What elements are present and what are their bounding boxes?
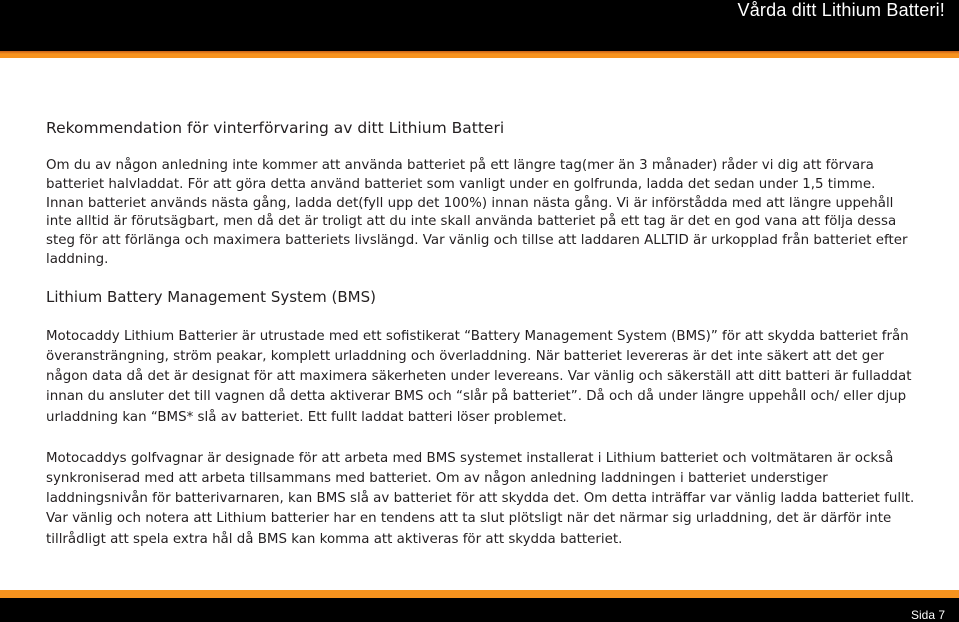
paragraph-bms-intro: Motocaddy Lithium Batterier är utrustade med ett sofistikerat “Battery Management System (BMS)” för att skydda batteriet från överansträngning, ström peakar, komplett urladdning och överladdning. När batteriet levereras är det inte säkert att det ger någon data då det är designat för att maximera säkerheten under levereans. Var vänlig och säkerställ att ditt batteri är fulladdat innan du ansluter det till vagnen då detta aktiverar BMS och “slår på batteriet”. Då och då under längre uppehåll och/ eller djup urladdning kan “BMS* slå av batteriet. Ett fullt laddat batteri löser problemet.: [46, 328, 912, 425]
section-heading-bms: Lithium Battery Management System (BMS): [46, 287, 376, 306]
footer-bar: [0, 598, 959, 622]
header-bar: [0, 0, 959, 51]
document-content: [46, 118, 916, 571]
section-heading-winter-storage: Rekommendation för vinterförvaring av ditt Lithium Batteri: [46, 119, 505, 137]
footer-accent-stripe: [0, 590, 959, 598]
page-header-title: Vårda ditt Lithium Batteri!: [737, 0, 945, 20]
paragraph-winter-storage: Om du av någon anledning inte kommer att använda batteriet på ett längre tag(mer än 3 månader) råder vi dig att förvara batteriet halvladdat. För att göra detta använd batteriet som vanligt under en golfrunda, ladda det sedan under 1,5 timme. Innan batteriet används nästa gång, ladda det(fyll upp det 100%) innan nästa gång. Vi är införstådda med att längre uppehåll inte alltid är förutsägbart, men då det är troligt att du inte skall använda batteriet på ett tag är det en god vana att följa dessa steg för att förlänga och maximera batteriets livslängd. Var vänlig och tillse att laddaren ALLTID är urkopplad från batteriet efter laddning.: [46, 158, 908, 267]
paragraph-bms-trolley: Motocaddys golfvagnar är designade för att arbeta med BMS systemet installerat i Lithium batteriet och voltmätaren är också synkroniserad med att arbeta tillsammans med batteriet. Om av någon anledning laddningen i batteriet understiger laddningsnivån för batterivarnaren, kan BMS slå av batteriet för att skydda det. Om detta inträffar var vänlig ladda batteriet fullt. Var vänlig och notera att Lithium batterier har en tendens att ta slut plötsligt när det närmar sig urladdning, det är därför inte tillrådligt att spela extra hål då BMS kan komma att aktiveras för att skydda batteriet.: [46, 450, 915, 547]
page-number: Sida 7: [910, 608, 945, 622]
header-accent-shade: [0, 51, 959, 54]
